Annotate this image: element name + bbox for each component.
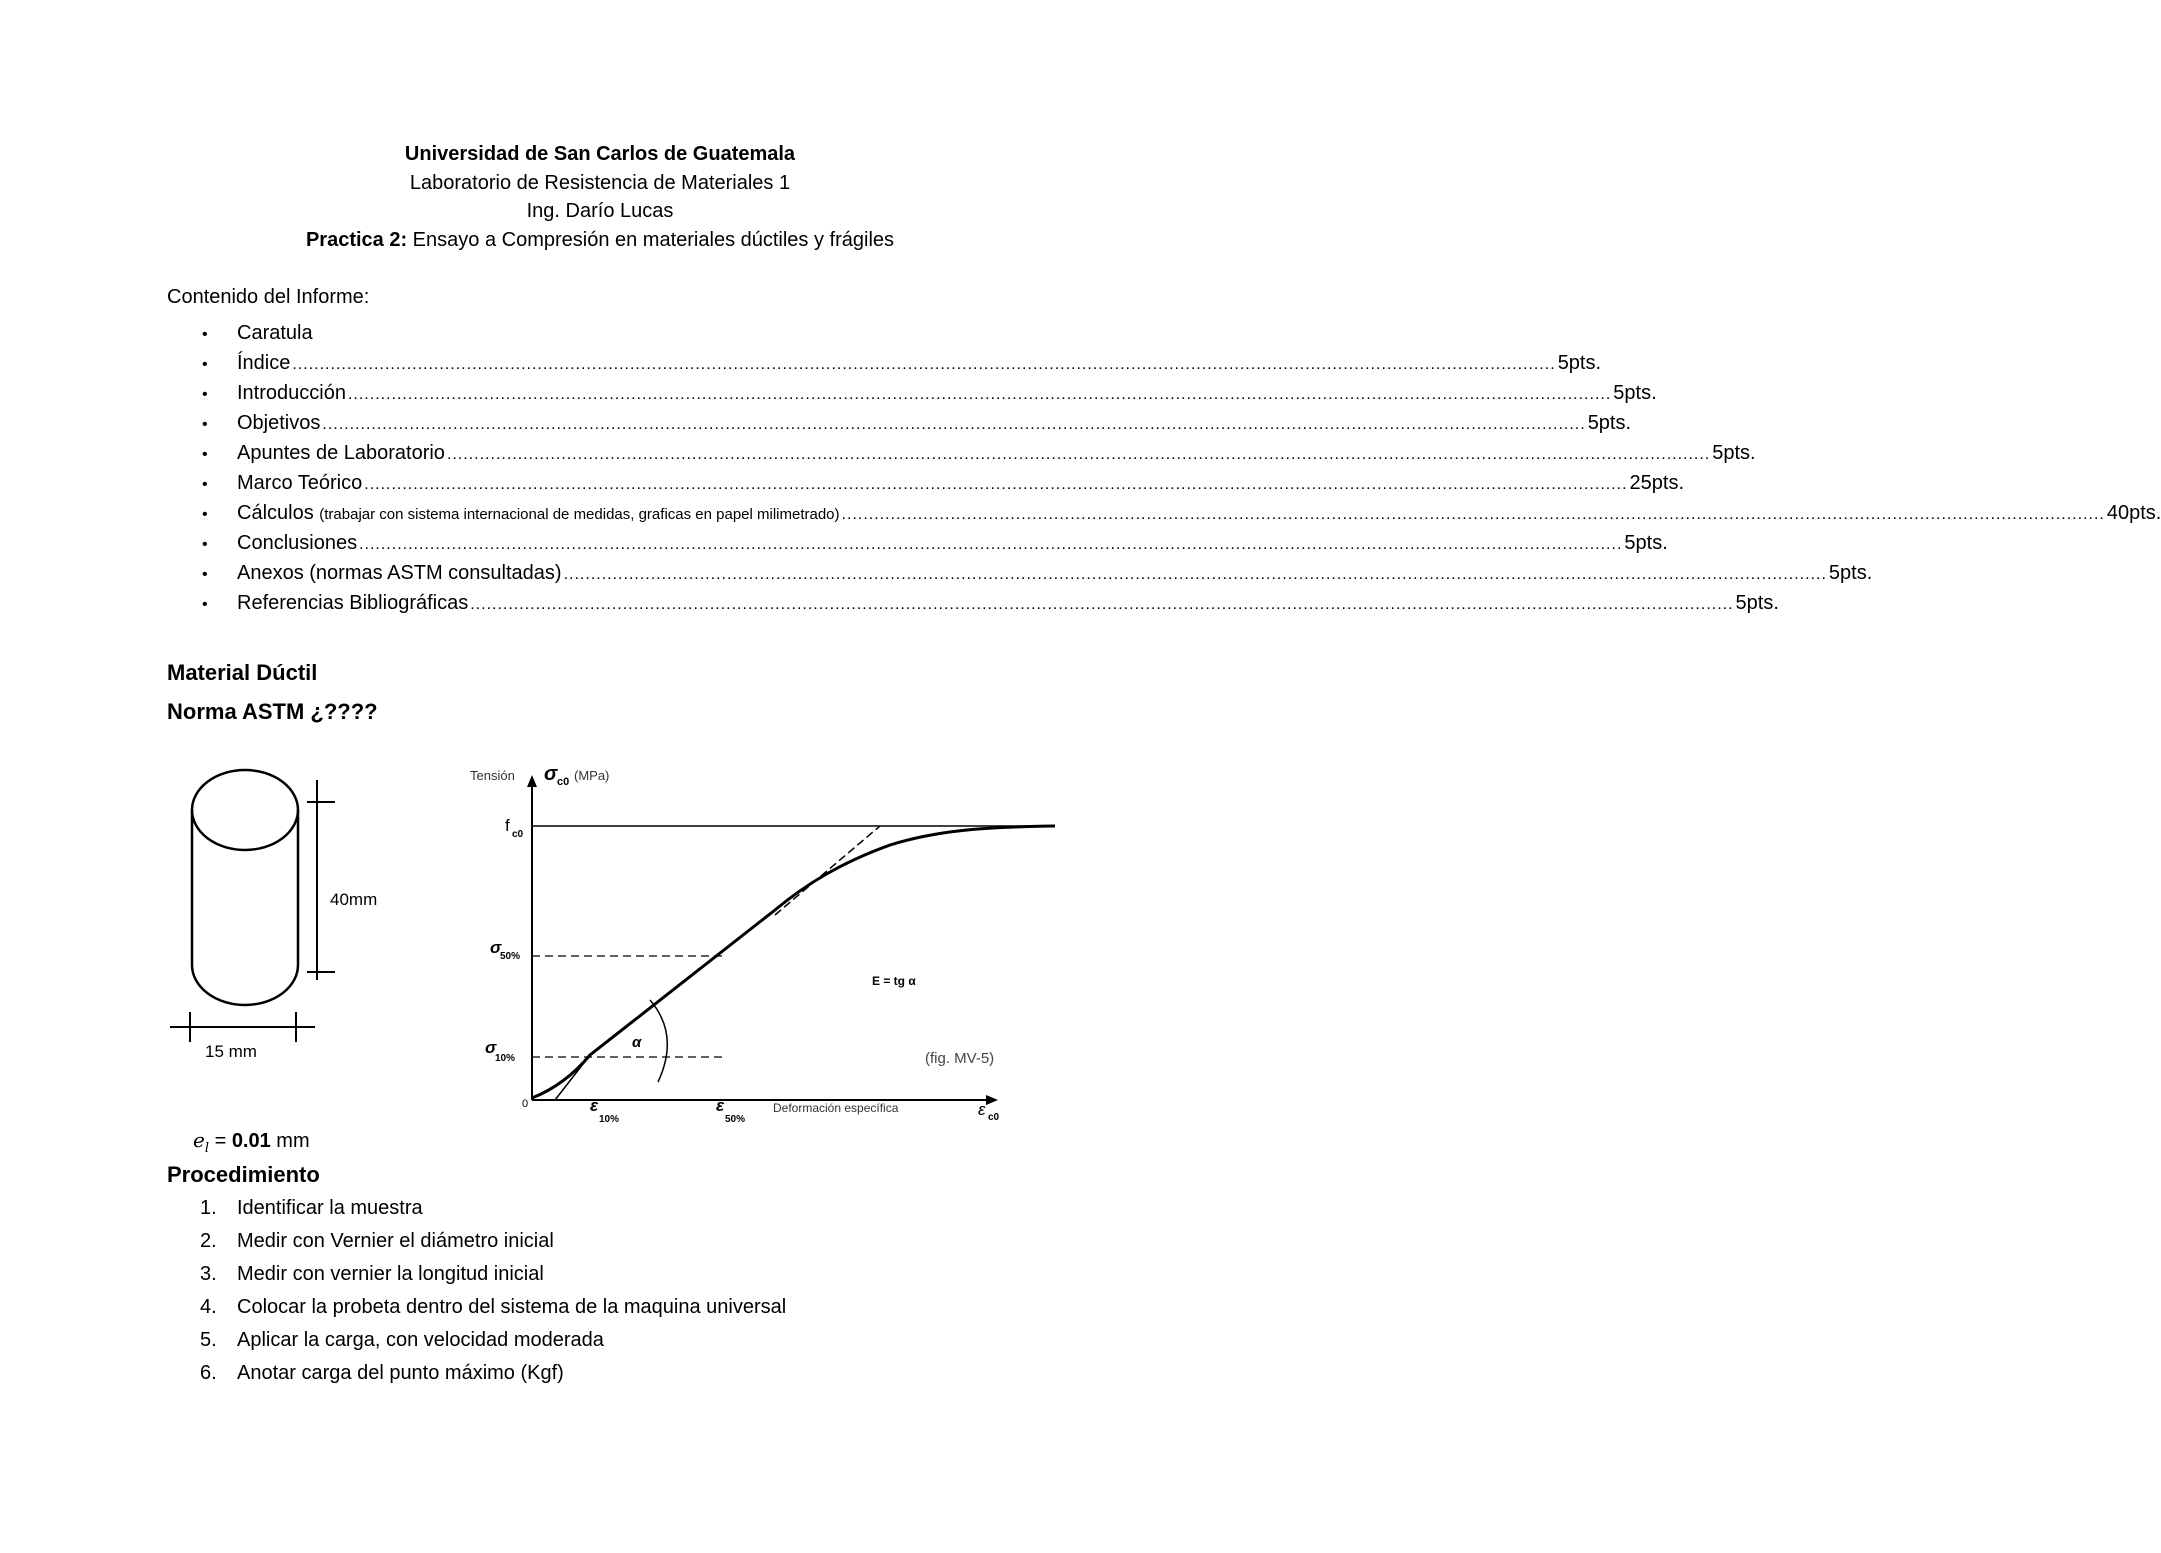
list-item [202, 318, 1032, 348]
diameter-dimension [170, 1012, 315, 1042]
university-name: Universidad de San Carlos de Guatemala [404, 143, 796, 165]
list-item-points: 5pts. [1613, 382, 1657, 404]
list-item-label: Caratula [237, 322, 313, 344]
dot-leader [447, 440, 1710, 470]
contents-title: Contenido del Informe: [167, 286, 370, 308]
height-dimension [307, 780, 335, 980]
dot-leader [292, 350, 1555, 380]
eps50-subscript: 50% [725, 1114, 746, 1125]
stress-strain-diagram [460, 755, 1060, 1130]
dot-leader [348, 380, 1611, 410]
eps50-symbol: ε [716, 1096, 725, 1115]
step-text: Medir con Vernier el diámetro inicial [237, 1230, 554, 1252]
step-number: 4. [200, 1296, 217, 1318]
sigma50-symbol: σ [490, 938, 502, 957]
list-item [202, 438, 1756, 468]
list-item [200, 1225, 786, 1258]
formula-value: 0.01 [231, 1130, 271, 1152]
dot-leader [364, 470, 1627, 500]
angle-arc [650, 1000, 667, 1082]
axes [532, 785, 990, 1100]
sigma-subscript: c0 [557, 776, 570, 788]
list-item-label: Objetivos [237, 412, 321, 434]
list-item [202, 588, 1779, 618]
list-item-label: Marco Teórico [237, 472, 363, 494]
tolerance-formula [193, 1128, 310, 1156]
list-item-points: 40pts. [2106, 502, 2161, 524]
lab-name: Laboratorio de Resistencia de Materiales 1 [409, 171, 791, 194]
eps10-symbol: ε [590, 1096, 599, 1115]
y-axis-arrow-icon [527, 775, 537, 787]
list-item [202, 528, 1668, 558]
origin-label: 0 [522, 1098, 529, 1110]
initial-tangent-line [555, 1055, 590, 1100]
sigma-symbol: σ [544, 763, 558, 785]
list-item-points: 5pts. [1828, 562, 1873, 584]
step-text: Identificar la muestra [237, 1197, 423, 1219]
practice-title: Ensayo a Compresión en materiales dúctiles y frágiles [407, 228, 895, 251]
sigma50-subscript: 50% [500, 951, 521, 962]
fc0-symbol: f [505, 816, 510, 835]
section-heading-procedure: Procedimiento [167, 1162, 320, 1187]
instructor-name: Ing. Darío Lucas [526, 200, 674, 222]
list-item-points: 25pts. [1629, 472, 1685, 494]
elastic-modulus-formula: E = tg α [872, 974, 916, 988]
formula-unit: mm [270, 1130, 310, 1152]
bullet-icon: • [202, 326, 208, 343]
list-item-points: 5pts. [1587, 412, 1632, 434]
list-item [200, 1258, 786, 1291]
contents-list [202, 318, 2161, 618]
diameter-label: 15 mm [205, 1042, 257, 1061]
step-number: 6. [200, 1362, 217, 1384]
cylinder-bottom-arc [192, 965, 298, 1005]
bullet-icon: • [202, 356, 208, 373]
list-item-label [237, 498, 840, 530]
list-item [200, 1357, 786, 1390]
step-text: Colocar la probeta dentro del sistema de la maquina universal [237, 1296, 787, 1318]
epsc0-subscript: c0 [988, 1112, 1000, 1123]
list-item-label: Referencias Bibliográficas [237, 592, 469, 614]
cylinder-shape [192, 770, 298, 1005]
bullet-icon: • [202, 536, 208, 553]
bullet-icon: • [202, 596, 208, 613]
step-number: 5. [200, 1329, 217, 1351]
dot-leader [842, 500, 2105, 530]
step-number: 1. [200, 1197, 217, 1219]
cylinder-top-ellipse [192, 770, 298, 850]
list-item [202, 378, 1657, 408]
practice-label: Practica 2: [305, 228, 408, 251]
sigma10-symbol: σ [485, 1038, 497, 1057]
fc0-subscript: c0 [512, 829, 524, 840]
formula-equals: = [209, 1130, 232, 1152]
procedure-list [200, 1192, 786, 1390]
list-item-label-main: Cálculos [237, 502, 320, 524]
step-number: 3. [200, 1263, 217, 1285]
bullet-icon: • [202, 566, 208, 583]
list-item-label: Conclusiones [237, 532, 358, 554]
bullet-icon: • [202, 446, 208, 463]
specimen-cylinder-drawing [160, 760, 378, 1061]
list-item [200, 1324, 786, 1357]
list-item-points: 5pts. [1735, 592, 1779, 614]
section-heading-norma: Norma ASTM ¿???? [167, 699, 378, 724]
strain-axis-label: Deformación específica [773, 1101, 899, 1115]
list-item-points: 5pts. [1557, 352, 1602, 374]
formula-subscript: l [204, 1141, 210, 1156]
list-item-label: Introducción [237, 382, 346, 404]
step-text: Anotar carga del punto máximo (Kgf) [237, 1362, 564, 1384]
dot-leader [359, 530, 1622, 560]
step-number: 2. [200, 1230, 217, 1252]
height-label: 40mm [330, 890, 378, 909]
bullet-icon: • [202, 386, 208, 403]
step-text: Aplicar la carga, con velocidad moderada [237, 1329, 604, 1351]
dot-leader [470, 590, 1733, 620]
list-item-label: Índice [237, 352, 291, 374]
document-header [0, 140, 1200, 254]
list-item [202, 408, 1632, 438]
unit-label: (MPa) [574, 768, 610, 783]
tangent-dashed-line [775, 826, 880, 915]
list-item-label: Anexos (normas ASTM consultadas) [237, 562, 562, 584]
alpha-label: α [632, 1034, 642, 1051]
section-heading-material: Material Dúctil [167, 660, 318, 685]
list-item [200, 1192, 786, 1225]
list-item [202, 348, 1602, 378]
practice-title-line [0, 226, 1200, 255]
bullet-icon: • [202, 416, 208, 433]
figure-label: (fig. MV-5) [925, 1050, 995, 1067]
list-item-points: 5pts. [1712, 442, 1756, 464]
list-item-points: 5pts. [1624, 532, 1668, 554]
dot-leader [564, 560, 1827, 590]
eps10-subscript: 10% [599, 1114, 620, 1125]
list-item-label: Apuntes de Laboratorio [237, 442, 445, 464]
x-axis-arrow-icon [986, 1095, 998, 1105]
list-item [202, 468, 1685, 498]
dot-leader [322, 410, 1585, 440]
formula-variable: e [193, 1128, 205, 1152]
list-item [202, 498, 2161, 528]
epsc0-symbol: ε [978, 1100, 986, 1119]
bullet-icon: • [202, 506, 208, 523]
bullet-icon: • [202, 476, 208, 493]
step-text: Medir con vernier la longitud inicial [237, 1263, 544, 1285]
list-item-note: (trabajar con sistema internacional de medidas, graficas en papel milimetrado) [319, 506, 840, 523]
sigma10-subscript: 10% [495, 1053, 516, 1064]
list-item [202, 558, 1873, 588]
tension-label: Tensión [470, 768, 515, 783]
list-item [200, 1291, 786, 1324]
